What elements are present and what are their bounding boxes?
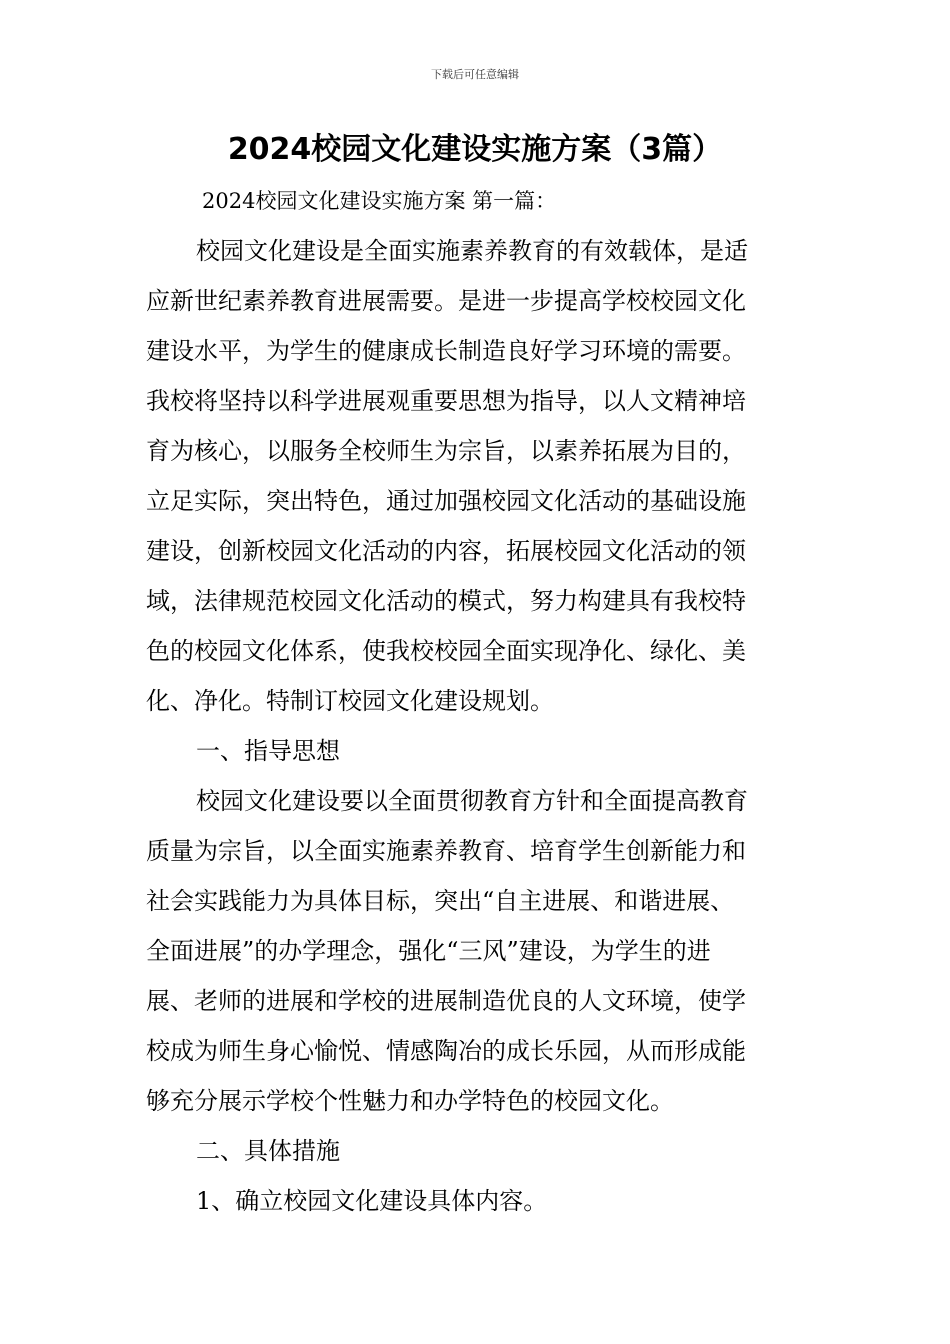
paragraph-line: 够充分展示学校个性魅力和办学特色的校园文化。 xyxy=(146,1087,674,1115)
section-heading-measures: 二、具体措施 xyxy=(196,1137,340,1165)
paragraph-line: 立足实际，突出特色，通过加强校园文化活动的基础设施 xyxy=(146,487,746,515)
paragraph-line: 质量为宗旨，以全面实施素养教育、培育学生创新能力和 xyxy=(146,837,746,865)
list-item: 1、确立校园文化建设具体内容。 xyxy=(196,1187,548,1215)
paragraph-line: 育为核心，以服务全校师生为宗旨，以素养拓展为目的， xyxy=(146,437,746,465)
paragraph-line: 展、老师的进展和学校的进展制造优良的人文环境，使学 xyxy=(146,987,746,1015)
paragraph-line: 应新世纪素养教育进展需要。是进一步提高学校校园文化 xyxy=(146,287,746,315)
paragraph-line: 建设，创新校园文化活动的内容，拓展校园文化活动的领 xyxy=(146,537,746,565)
paragraph-line: 域，法律规范校园文化活动的模式，努力构建具有我校特 xyxy=(146,587,746,615)
paragraph-line: 建设水平，为学生的健康成长制造良好学习环境的需要。 xyxy=(146,337,746,365)
paragraph-line: 校成为师生身心愉悦、情感陶冶的成长乐园，从而形成能 xyxy=(146,1037,746,1065)
document-title: 2024校园文化建设实施方案（3篇） xyxy=(227,132,723,167)
section-subtitle: 2024校园文化建设实施方案 第一篇： xyxy=(202,189,557,213)
document-body xyxy=(146,176,806,1226)
paragraph-line: 社会实践能力为具体目标，突出“自主进展、和谐进展、 xyxy=(146,887,735,915)
paragraph-line: 化、净化。特制订校园文化建设规划。 xyxy=(146,687,554,715)
paragraph-line: 校园文化建设要以全面贯彻教育方针和全面提高教育 xyxy=(196,787,748,815)
header-note: 下载后可任意编辑 xyxy=(431,68,519,81)
paragraph-line: 全面进展”的办学理念，强化“三风”建设，为学生的进 xyxy=(146,937,711,965)
section-heading-guiding-principle: 一、指导思想 xyxy=(196,737,340,765)
paragraph-line: 我校将坚持以科学进展观重要思想为指导，以人文精神培 xyxy=(146,387,746,415)
paragraph-guiding-principle xyxy=(146,776,806,1126)
paragraph-line: 色的校园文化体系，使我校校园全面实现净化、绿化、美 xyxy=(146,637,746,665)
paragraph-intro xyxy=(146,226,806,726)
paragraph-line: 校园文化建设是全面实施素养教育的有效载体，是适 xyxy=(196,237,748,265)
